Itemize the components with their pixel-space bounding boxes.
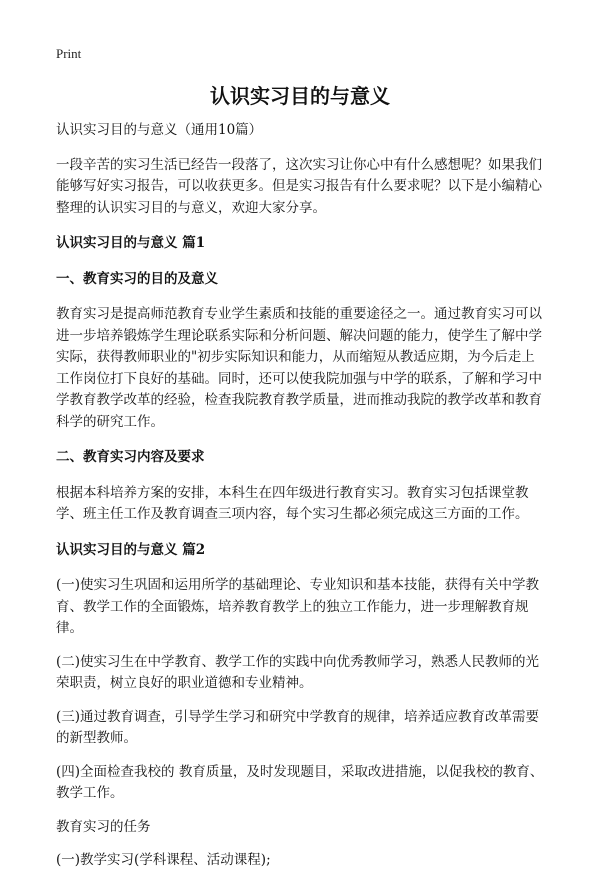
paragraph-item-2: (二)使实习生在中学教育、教学工作的实践中向优秀教师学习，熟悉人民教师的光荣职责，树立良好的职业道德和专业精神。: [56, 653, 540, 691]
paragraph-item-4: (四)全面检查我校的 教育质量，及时发现题目，采取改进措施，以促我校的教育、教学工作。: [56, 763, 544, 801]
section-heading-2: 认识实习目的与意义 篇2: [56, 541, 206, 558]
subheading-purpose: 一、教育实习的目的及意义: [56, 270, 218, 287]
paragraph-requirements: 根据本科培养方案的安排，本科生在四年级进行教育实习。教育实习包括课堂教学、班主任工作及教育调查三项内容，每个实习生都必须完成这三方面的工作。: [56, 484, 529, 522]
page-title: 认识实习目的与意义: [210, 84, 390, 108]
print-link[interactable]: Print: [56, 46, 82, 61]
paragraph-tasks-heading: 教育实习的任务: [56, 818, 151, 835]
paragraph-item-3: (三)通过教育调查，引导学生学习和研究中学教育的规律，培养适应教育改革需要的新型教师。: [56, 708, 540, 746]
section-heading-1: 认识实习目的与意义 篇1: [56, 235, 206, 251]
document-body: [56, 120, 546, 884]
paragraph-task-1: (一)教学实习(学科课程、活动课程);: [56, 852, 271, 868]
paragraph-purpose: 教育实习是提高师范教育专业学生素质和技能的重要途径之一。通过教育实习可以进一步培养锻炼学生理论联系实际和分析问题、解决问题的能力，使学生了解中学实际，获得教师职业的"初步实际知识和能力，从而缩短从教适应期，为今后走上工作岗位打下良好的基础。同时，还可以使我院加强与中学的联系，了解和学习中学教育教学改革的经验，检查我院教育教学质量，进而推动我院的教学改革和教育科学的研究工作。: [56, 306, 542, 430]
subheading-requirements: 二、教育实习内容及要求: [56, 449, 205, 465]
intro-paragraph: 一段辛苦的实习生活已经告一段落了，这次实习让你心中有什么感想呢？如果我们能够写好实习报告，可以收获更多。但是实习报告有什么要求呢？以下是小编精心整理的认识实习目的与意义，欢迎大家分享。: [56, 156, 542, 216]
document-subtitle: 认识实习目的与意义（通用10篇）: [56, 122, 263, 138]
paragraph-item-1: (一)使实习生巩固和运用所学的基础理论、专业知识和基本技能，获得有关中学教育、教学工作的全面锻炼，培养教育教学上的独立工作能力，进一步理解教育规律。: [56, 577, 540, 636]
